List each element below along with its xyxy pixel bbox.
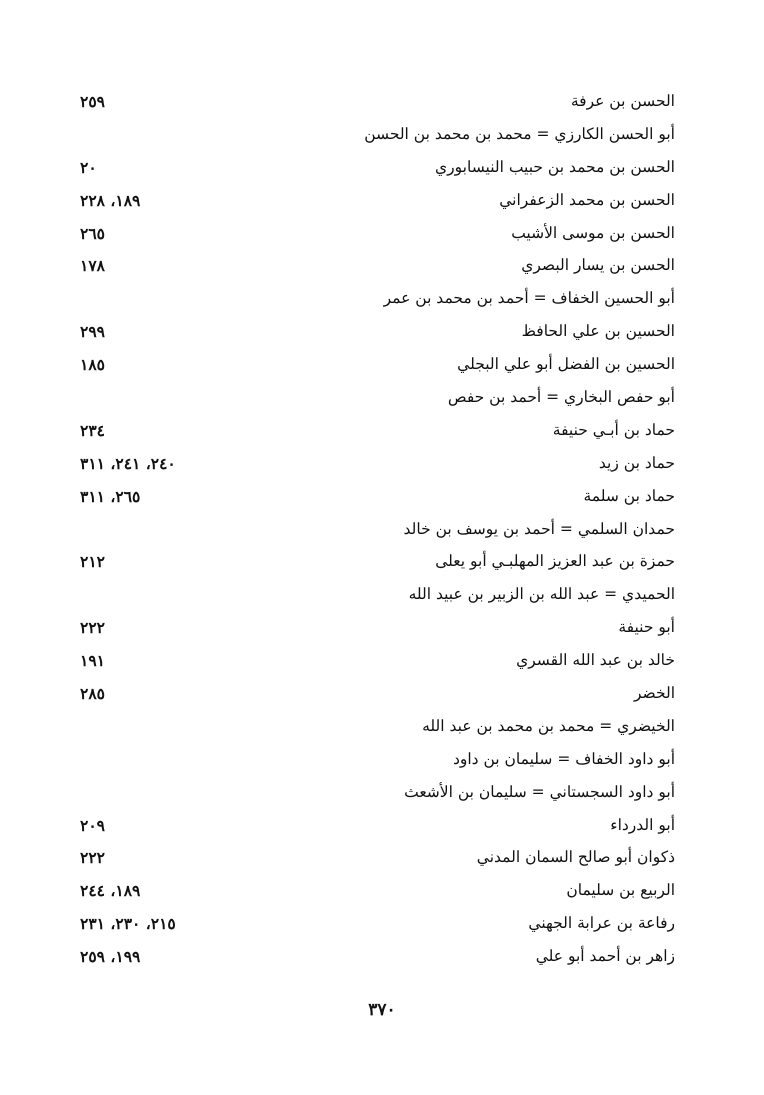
index-entry — [60, 351, 675, 384]
index-entry — [60, 318, 675, 351]
index-entry — [60, 844, 675, 877]
index-entry — [60, 779, 675, 812]
entry-name: زاهر بن أحمد أبو علي — [535, 947, 675, 966]
entry-name: الحسين بن الفضل أبو علي البجلي — [457, 355, 675, 374]
index-entry — [60, 943, 675, 976]
index-entry — [60, 910, 675, 943]
index-entry — [60, 88, 675, 121]
entry-name: الحميدي = عبد الله بن الزبير بن عبيد الله — [408, 585, 675, 604]
index-entry — [60, 548, 675, 581]
index-entry — [60, 614, 675, 647]
entry-name: الحسن بن محمد الزعفراني — [499, 190, 675, 209]
index-entry — [60, 450, 675, 483]
entry-pages: ٢٣٤ — [80, 420, 105, 440]
index-entry — [60, 713, 675, 746]
index-entry — [60, 812, 675, 845]
index-entry — [60, 187, 675, 220]
entry-name: أبو الدرداء — [610, 815, 675, 834]
index-entry — [60, 680, 675, 713]
index-entry — [60, 285, 675, 318]
entry-name: أبو حنيفة — [618, 618, 675, 637]
entry-name: الحسن بن يسار البصري — [521, 256, 675, 275]
index-entry — [60, 581, 675, 614]
entry-pages: ٢٥٩ — [80, 92, 105, 111]
entry-name: الحسن بن محمد بن حبيب النيسابوري — [435, 157, 675, 176]
index-entry — [60, 417, 675, 450]
entry-name: حماد بن زيد — [598, 453, 675, 472]
entry-name: الربيع بن سليمان — [566, 881, 675, 900]
index-entry — [60, 877, 675, 910]
entry-name: حمدان السلمي = أحمد بن يوسف بن خالد — [403, 519, 675, 538]
entry-pages: ١٧٨ — [80, 256, 105, 276]
entry-name: حمزة بن عبد العزيز المهلبـي أبو يعلى — [435, 552, 675, 571]
entry-name: أبو الحسن الكارزي = محمد بن محمد بن الحسن — [364, 124, 675, 143]
entry-pages: ٢٠ — [80, 157, 97, 177]
entry-pages: ١٩٩، ٢٥٩ — [80, 947, 141, 967]
entry-pages: ٢١٢ — [80, 552, 105, 572]
index-entry — [60, 220, 675, 253]
entry-name: ذكوان أبو صالح السمان المدني — [476, 848, 675, 867]
entry-name: الحسن بن موسى الأشيب — [511, 223, 675, 242]
entry-name: الحسن بن عرفة — [570, 92, 675, 110]
entry-pages: ١٩١ — [80, 651, 105, 671]
entry-pages: ٢٩٩ — [80, 322, 105, 342]
page-number: ٣٧٠ — [368, 1000, 396, 1020]
entry-pages: ٢٠٩ — [80, 815, 105, 835]
entry-name: حماد بن أبـي حنيفة — [552, 420, 675, 439]
entry-name: أبو حفص البخاري = أحمد بن حفص — [447, 388, 675, 407]
index-entry — [60, 252, 675, 285]
entry-pages: ٢١٥، ٢٣٠، ٢٣١ — [80, 914, 176, 934]
entry-name: الحسين بن علي الحافظ — [521, 322, 675, 341]
index-entry — [60, 647, 675, 680]
entry-name: حماد بن سلمة — [583, 486, 675, 505]
entry-name: الخيضري = محمد بن محمد بن عبد الله — [422, 716, 675, 735]
entry-pages: ٢٦٥ — [80, 223, 105, 243]
entry-name: خالد بن عبد الله القسري — [516, 651, 675, 670]
entry-pages: ٢٢٢ — [80, 618, 105, 638]
entry-pages: ١٨٩، ٢٤٤ — [80, 881, 141, 901]
index-entry — [60, 121, 675, 154]
index-entry — [60, 516, 675, 549]
index-entry — [60, 384, 675, 417]
entry-pages: ٢٦٥، ٣١١ — [80, 486, 141, 506]
entry-pages: ١٨٩، ٢٢٨ — [80, 190, 141, 210]
entry-pages: ١٨٥ — [80, 355, 105, 375]
entry-name: رفاعة بن عرابة الجهني — [528, 914, 675, 933]
entry-name: أبو الحسين الخفاف = أحمد بن محمد بن عمر — [383, 289, 675, 308]
index-entries — [60, 88, 675, 976]
entry-pages: ٢٨٥ — [80, 684, 105, 704]
entry-pages: ٢٤٠، ٢٤١، ٣١١ — [80, 453, 176, 473]
entry-pages: ٢٢٢ — [80, 848, 105, 868]
index-entry — [60, 154, 675, 187]
entry-name: أبو داود الخفاف = سليمان بن داود — [452, 749, 675, 768]
entry-name: الخضر — [633, 684, 675, 703]
index-entry — [60, 483, 675, 516]
entry-name: أبو داود السجستاني = سليمان بن الأشعث — [404, 782, 675, 801]
index-entry — [60, 746, 675, 779]
